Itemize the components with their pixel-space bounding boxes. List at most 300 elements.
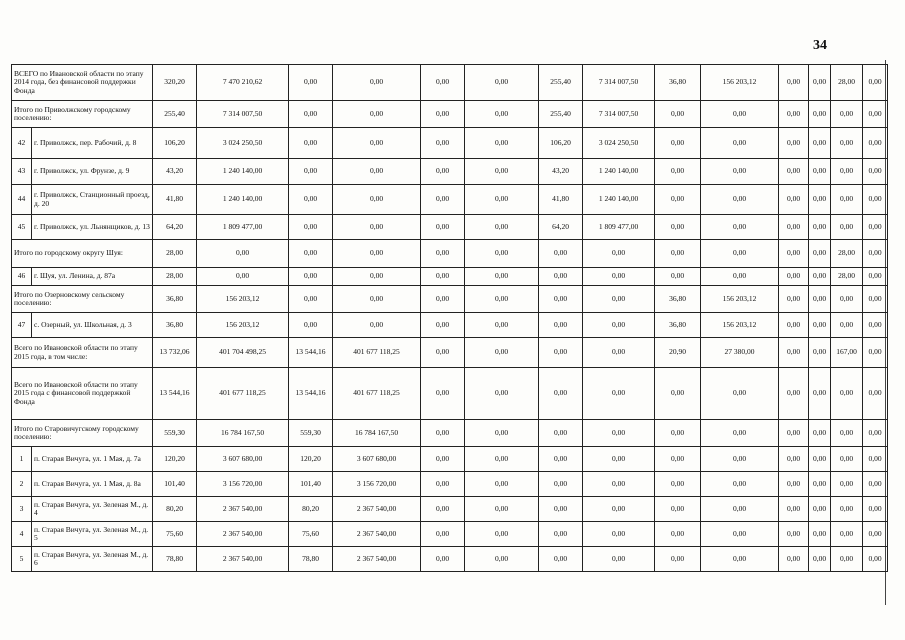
value-cell: 0,00 — [779, 215, 809, 240]
value-cell: 28,00 — [153, 240, 197, 268]
value-cell: 3 607 680,00 — [333, 447, 421, 472]
value-cell: 1 809 477,00 — [197, 215, 289, 240]
value-cell: 0,00 — [701, 128, 779, 159]
total-row — [12, 338, 888, 368]
value-cell: 0,00 — [831, 159, 863, 185]
value-cell: 41,80 — [153, 185, 197, 215]
value-cell: 0,00 — [465, 313, 539, 338]
value-cell: 0,00 — [465, 268, 539, 286]
value-cell: 3 156 720,00 — [333, 472, 421, 497]
value-cell: 0,00 — [289, 215, 333, 240]
value-cell: 80,20 — [289, 497, 333, 522]
row-number: 42 — [12, 128, 32, 159]
value-cell: 0,00 — [655, 185, 701, 215]
house-row — [12, 313, 888, 338]
value-cell: 0,00 — [831, 286, 863, 313]
value-cell: 0,00 — [863, 159, 888, 185]
value-cell: 0,00 — [289, 240, 333, 268]
value-cell: 0,00 — [421, 65, 465, 101]
value-cell: 0,00 — [701, 268, 779, 286]
value-cell: 0,00 — [465, 128, 539, 159]
value-cell: 0,00 — [655, 547, 701, 572]
row-number: 3 — [12, 497, 32, 522]
address-cell: с. Озерный, ул. Школьная, д. 3 — [32, 313, 153, 338]
value-cell: 0,00 — [421, 128, 465, 159]
house-row — [12, 268, 888, 286]
value-cell: 0,00 — [863, 472, 888, 497]
value-cell: 0,00 — [421, 185, 465, 215]
value-cell: 0,00 — [655, 497, 701, 522]
value-cell: 7 314 007,50 — [583, 101, 655, 128]
value-cell: 0,00 — [779, 128, 809, 159]
value-cell: 0,00 — [831, 497, 863, 522]
value-cell: 0,00 — [863, 313, 888, 338]
value-cell: 3 156 720,00 — [197, 472, 289, 497]
value-cell: 0,00 — [539, 522, 583, 547]
value-cell: 0,00 — [421, 472, 465, 497]
value-cell: 0,00 — [831, 522, 863, 547]
value-cell: 0,00 — [539, 286, 583, 313]
value-cell: 0,00 — [583, 497, 655, 522]
value-cell: 0,00 — [831, 128, 863, 159]
value-cell: 13 544,16 — [289, 338, 333, 368]
address-cell: п. Старая Вичуга, ул. Зеленая М., д. 4 — [32, 497, 153, 522]
value-cell: 0,00 — [655, 268, 701, 286]
value-cell: 0,00 — [779, 159, 809, 185]
value-cell: 401 677 118,25 — [197, 368, 289, 420]
value-cell: 0,00 — [289, 286, 333, 313]
value-cell: 0,00 — [809, 313, 831, 338]
value-cell: 0,00 — [465, 522, 539, 547]
value-cell: 0,00 — [701, 215, 779, 240]
value-cell: 156 203,12 — [701, 65, 779, 101]
value-cell: 0,00 — [539, 268, 583, 286]
value-cell: 0,00 — [831, 547, 863, 572]
value-cell: 0,00 — [655, 420, 701, 447]
house-row — [12, 522, 888, 547]
value-cell: 167,00 — [831, 338, 863, 368]
value-cell: 0,00 — [333, 286, 421, 313]
value-cell: 0,00 — [465, 101, 539, 128]
row-label: Всего по Ивановской области по этапу 2015 года с финансовой поддержкой Фонда — [12, 368, 153, 420]
value-cell: 0,00 — [701, 368, 779, 420]
value-cell: 0,00 — [465, 338, 539, 368]
value-cell: 0,00 — [863, 338, 888, 368]
value-cell: 0,00 — [863, 268, 888, 286]
row-label: Итого по Приволжскому городскому поселению: — [12, 101, 153, 128]
value-cell: 43,20 — [153, 159, 197, 185]
value-cell: 64,20 — [539, 215, 583, 240]
total-row — [12, 240, 888, 268]
value-cell: 0,00 — [465, 215, 539, 240]
address-cell: п. Старая Вичуга, ул. Зеленая М., д. 5 — [32, 522, 153, 547]
value-cell: 106,20 — [153, 128, 197, 159]
value-cell: 0,00 — [583, 547, 655, 572]
row-number: 2 — [12, 472, 32, 497]
value-cell: 0,00 — [289, 101, 333, 128]
value-cell: 0,00 — [701, 185, 779, 215]
house-row — [12, 497, 888, 522]
address-cell: п. Старая Вичуга, ул. Зеленая М., д. 6 — [32, 547, 153, 572]
value-cell: 0,00 — [289, 128, 333, 159]
value-cell: 0,00 — [539, 472, 583, 497]
house-row — [12, 547, 888, 572]
row-number: 44 — [12, 185, 32, 215]
address-cell: г. Приволжск, ул. Льнянщиков, д. 13 — [32, 215, 153, 240]
address-cell: п. Старая Вичуга, ул. 1 Мая, д. 7а — [32, 447, 153, 472]
value-cell: 0,00 — [289, 268, 333, 286]
value-cell: 401 677 118,25 — [333, 368, 421, 420]
value-cell: 0,00 — [289, 159, 333, 185]
address-cell: п. Старая Вичуга, ул. 1 Мая, д. 8а — [32, 472, 153, 497]
row-number: 47 — [12, 313, 32, 338]
total-row — [12, 101, 888, 128]
value-cell: 0,00 — [655, 240, 701, 268]
value-cell: 0,00 — [289, 65, 333, 101]
house-row — [12, 185, 888, 215]
row-number: 43 — [12, 159, 32, 185]
value-cell: 0,00 — [809, 547, 831, 572]
value-cell: 255,40 — [539, 101, 583, 128]
value-cell: 0,00 — [863, 286, 888, 313]
value-cell: 0,00 — [809, 159, 831, 185]
value-cell: 1 240 140,00 — [583, 159, 655, 185]
value-cell: 0,00 — [809, 128, 831, 159]
value-cell: 156 203,12 — [197, 313, 289, 338]
value-cell: 0,00 — [809, 447, 831, 472]
value-cell: 156 203,12 — [701, 313, 779, 338]
value-cell: 0,00 — [655, 447, 701, 472]
value-cell: 64,20 — [153, 215, 197, 240]
value-cell: 0,00 — [583, 420, 655, 447]
value-cell: 28,00 — [831, 268, 863, 286]
row-label: Всего по Ивановской области по этапу 2015 года, в том числе: — [12, 338, 153, 368]
row-number: 4 — [12, 522, 32, 547]
value-cell: 0,00 — [197, 268, 289, 286]
value-cell: 0,00 — [863, 65, 888, 101]
value-cell: 0,00 — [809, 286, 831, 313]
value-cell: 1 240 140,00 — [197, 159, 289, 185]
value-cell: 0,00 — [863, 547, 888, 572]
value-cell: 0,00 — [831, 215, 863, 240]
value-cell: 0,00 — [831, 185, 863, 215]
value-cell: 0,00 — [539, 313, 583, 338]
value-cell: 0,00 — [809, 65, 831, 101]
value-cell: 101,40 — [289, 472, 333, 497]
value-cell: 0,00 — [539, 240, 583, 268]
page-number: 34 — [813, 38, 827, 53]
resettlement-table — [11, 64, 888, 572]
value-cell: 0,00 — [655, 159, 701, 185]
value-cell: 156 203,12 — [701, 286, 779, 313]
value-cell: 0,00 — [465, 286, 539, 313]
house-row — [12, 472, 888, 497]
value-cell: 0,00 — [701, 472, 779, 497]
value-cell: 0,00 — [779, 547, 809, 572]
value-cell: 0,00 — [809, 368, 831, 420]
value-cell: 0,00 — [701, 547, 779, 572]
value-cell: 13 544,16 — [289, 368, 333, 420]
value-cell: 0,00 — [863, 497, 888, 522]
value-cell: 0,00 — [831, 447, 863, 472]
value-cell: 0,00 — [779, 497, 809, 522]
value-cell: 0,00 — [539, 368, 583, 420]
row-label: ВСЕГО по Ивановской области по этапу 2014 года, без финансовой поддержки Фонда — [12, 65, 153, 101]
value-cell: 0,00 — [809, 215, 831, 240]
value-cell: 0,00 — [583, 286, 655, 313]
value-cell: 7 314 007,50 — [197, 101, 289, 128]
value-cell: 0,00 — [831, 420, 863, 447]
value-cell: 0,00 — [539, 497, 583, 522]
value-cell: 28,00 — [831, 65, 863, 101]
value-cell: 0,00 — [779, 101, 809, 128]
value-cell: 0,00 — [809, 240, 831, 268]
value-cell: 156 203,12 — [197, 286, 289, 313]
value-cell: 7 470 210,62 — [197, 65, 289, 101]
value-cell: 0,00 — [701, 240, 779, 268]
value-cell: 0,00 — [539, 420, 583, 447]
value-cell: 0,00 — [809, 268, 831, 286]
row-label: Итого по Старовичугскому городскому поселению: — [12, 420, 153, 447]
value-cell: 0,00 — [863, 522, 888, 547]
value-cell: 0,00 — [655, 101, 701, 128]
value-cell: 0,00 — [539, 447, 583, 472]
value-cell: 0,00 — [779, 65, 809, 101]
house-row — [12, 159, 888, 185]
value-cell: 320,20 — [153, 65, 197, 101]
value-cell: 0,00 — [421, 447, 465, 472]
value-cell: 0,00 — [421, 286, 465, 313]
value-cell: 0,00 — [583, 522, 655, 547]
value-cell: 0,00 — [583, 368, 655, 420]
house-row — [12, 128, 888, 159]
value-cell: 401 677 118,25 — [333, 338, 421, 368]
address-cell: г. Приволжск, ул. Фрунзе, д. 9 — [32, 159, 153, 185]
value-cell: 0,00 — [539, 338, 583, 368]
house-row — [12, 215, 888, 240]
value-cell: 0,00 — [809, 522, 831, 547]
value-cell: 2 367 540,00 — [333, 547, 421, 572]
value-cell: 0,00 — [333, 268, 421, 286]
value-cell: 2 367 540,00 — [333, 522, 421, 547]
value-cell: 0,00 — [655, 368, 701, 420]
value-cell: 0,00 — [779, 185, 809, 215]
value-cell: 0,00 — [831, 472, 863, 497]
value-cell: 120,20 — [153, 447, 197, 472]
value-cell: 0,00 — [333, 128, 421, 159]
value-cell: 0,00 — [809, 338, 831, 368]
address-cell: г. Приволжск, Станционный проезд, д. 20 — [32, 185, 153, 215]
value-cell: 0,00 — [779, 268, 809, 286]
row-label: Итого по Озерновскому сельскому поселению: — [12, 286, 153, 313]
value-cell: 0,00 — [465, 420, 539, 447]
value-cell: 3 607 680,00 — [197, 447, 289, 472]
value-cell: 36,80 — [655, 65, 701, 101]
total-row — [12, 420, 888, 447]
value-cell: 0,00 — [421, 101, 465, 128]
value-cell: 0,00 — [333, 65, 421, 101]
value-cell: 0,00 — [863, 101, 888, 128]
value-cell: 0,00 — [333, 215, 421, 240]
value-cell: 120,20 — [289, 447, 333, 472]
value-cell: 0,00 — [465, 497, 539, 522]
value-cell: 0,00 — [863, 240, 888, 268]
value-cell: 36,80 — [655, 313, 701, 338]
value-cell: 0,00 — [421, 215, 465, 240]
value-cell: 0,00 — [779, 338, 809, 368]
value-cell: 0,00 — [809, 472, 831, 497]
value-cell: 1 809 477,00 — [583, 215, 655, 240]
value-cell: 0,00 — [779, 522, 809, 547]
value-cell: 78,80 — [153, 547, 197, 572]
value-cell: 0,00 — [863, 368, 888, 420]
value-cell: 0,00 — [809, 497, 831, 522]
value-cell: 0,00 — [779, 368, 809, 420]
value-cell: 101,40 — [153, 472, 197, 497]
value-cell: 0,00 — [465, 159, 539, 185]
value-cell: 0,00 — [539, 547, 583, 572]
value-cell: 0,00 — [809, 101, 831, 128]
value-cell: 36,80 — [153, 286, 197, 313]
value-cell: 2 367 540,00 — [197, 497, 289, 522]
value-cell: 0,00 — [421, 547, 465, 572]
value-cell: 3 024 250,50 — [583, 128, 655, 159]
value-cell: 0,00 — [333, 185, 421, 215]
value-cell: 0,00 — [465, 240, 539, 268]
value-cell: 0,00 — [289, 313, 333, 338]
value-cell: 0,00 — [831, 313, 863, 338]
value-cell: 0,00 — [465, 472, 539, 497]
value-cell: 16 784 167,50 — [333, 420, 421, 447]
address-cell: г. Приволжск, пер. Рабочий, д. 8 — [32, 128, 153, 159]
value-cell: 7 314 007,50 — [583, 65, 655, 101]
value-cell: 13 732,06 — [153, 338, 197, 368]
total-row — [12, 368, 888, 420]
value-cell: 0,00 — [583, 268, 655, 286]
value-cell: 36,80 — [655, 286, 701, 313]
value-cell: 80,20 — [153, 497, 197, 522]
value-cell: 36,80 — [153, 313, 197, 338]
value-cell: 0,00 — [465, 547, 539, 572]
value-cell: 401 704 498,25 — [197, 338, 289, 368]
value-cell: 0,00 — [289, 185, 333, 215]
value-cell: 0,00 — [421, 338, 465, 368]
value-cell: 0,00 — [421, 313, 465, 338]
value-cell: 0,00 — [583, 240, 655, 268]
value-cell: 75,60 — [289, 522, 333, 547]
value-cell: 0,00 — [197, 240, 289, 268]
value-cell: 0,00 — [655, 215, 701, 240]
value-cell: 1 240 140,00 — [197, 185, 289, 215]
value-cell: 0,00 — [831, 368, 863, 420]
value-cell: 13 544,16 — [153, 368, 197, 420]
row-number: 1 — [12, 447, 32, 472]
value-cell: 0,00 — [655, 128, 701, 159]
value-cell: 2 367 540,00 — [333, 497, 421, 522]
value-cell: 28,00 — [153, 268, 197, 286]
row-number: 45 — [12, 215, 32, 240]
value-cell: 2 367 540,00 — [197, 522, 289, 547]
value-cell: 0,00 — [421, 497, 465, 522]
value-cell: 0,00 — [655, 472, 701, 497]
value-cell: 0,00 — [701, 159, 779, 185]
total-row — [12, 286, 888, 313]
value-cell: 28,00 — [831, 240, 863, 268]
value-cell: 43,20 — [539, 159, 583, 185]
value-cell: 0,00 — [333, 101, 421, 128]
value-cell: 0,00 — [779, 240, 809, 268]
value-cell: 0,00 — [465, 65, 539, 101]
value-cell: 0,00 — [779, 420, 809, 447]
total-row — [12, 65, 888, 101]
value-cell: 0,00 — [333, 159, 421, 185]
value-cell: 27 380,00 — [701, 338, 779, 368]
value-cell: 0,00 — [779, 286, 809, 313]
value-cell: 0,00 — [421, 268, 465, 286]
value-cell: 3 024 250,50 — [197, 128, 289, 159]
value-cell: 0,00 — [701, 101, 779, 128]
value-cell: 0,00 — [421, 159, 465, 185]
value-cell: 0,00 — [465, 368, 539, 420]
value-cell: 0,00 — [863, 128, 888, 159]
value-cell: 0,00 — [465, 447, 539, 472]
value-cell: 16 784 167,50 — [197, 420, 289, 447]
value-cell: 0,00 — [333, 313, 421, 338]
value-cell: 2 367 540,00 — [197, 547, 289, 572]
value-cell: 0,00 — [583, 313, 655, 338]
value-cell: 1 240 140,00 — [583, 185, 655, 215]
value-cell: 106,20 — [539, 128, 583, 159]
value-cell: 255,40 — [153, 101, 197, 128]
value-cell: 559,30 — [153, 420, 197, 447]
value-cell: 0,00 — [779, 447, 809, 472]
value-cell: 0,00 — [421, 522, 465, 547]
value-cell: 78,80 — [289, 547, 333, 572]
value-cell: 0,00 — [421, 240, 465, 268]
house-row — [12, 447, 888, 472]
value-cell: 0,00 — [779, 313, 809, 338]
value-cell: 0,00 — [863, 215, 888, 240]
row-number: 46 — [12, 268, 32, 286]
value-cell: 0,00 — [583, 447, 655, 472]
value-cell: 0,00 — [333, 240, 421, 268]
value-cell: 0,00 — [863, 420, 888, 447]
value-cell: 0,00 — [701, 522, 779, 547]
value-cell: 559,30 — [289, 420, 333, 447]
value-cell: 0,00 — [701, 497, 779, 522]
value-cell: 0,00 — [779, 472, 809, 497]
value-cell: 0,00 — [701, 447, 779, 472]
value-cell: 0,00 — [863, 185, 888, 215]
value-cell: 0,00 — [809, 420, 831, 447]
row-label: Итого по городскому округу Шуя: — [12, 240, 153, 268]
value-cell: 0,00 — [421, 420, 465, 447]
value-cell: 0,00 — [863, 447, 888, 472]
value-cell: 0,00 — [465, 185, 539, 215]
value-cell: 0,00 — [809, 185, 831, 215]
row-number: 5 — [12, 547, 32, 572]
value-cell: 20,90 — [655, 338, 701, 368]
address-cell: г. Шуя, ул. Ленина, д. 87а — [32, 268, 153, 286]
value-cell: 75,60 — [153, 522, 197, 547]
value-cell: 0,00 — [421, 368, 465, 420]
value-cell: 41,80 — [539, 185, 583, 215]
value-cell: 0,00 — [655, 522, 701, 547]
value-cell: 255,40 — [539, 65, 583, 101]
value-cell: 0,00 — [583, 338, 655, 368]
value-cell: 0,00 — [831, 101, 863, 128]
value-cell: 0,00 — [701, 420, 779, 447]
